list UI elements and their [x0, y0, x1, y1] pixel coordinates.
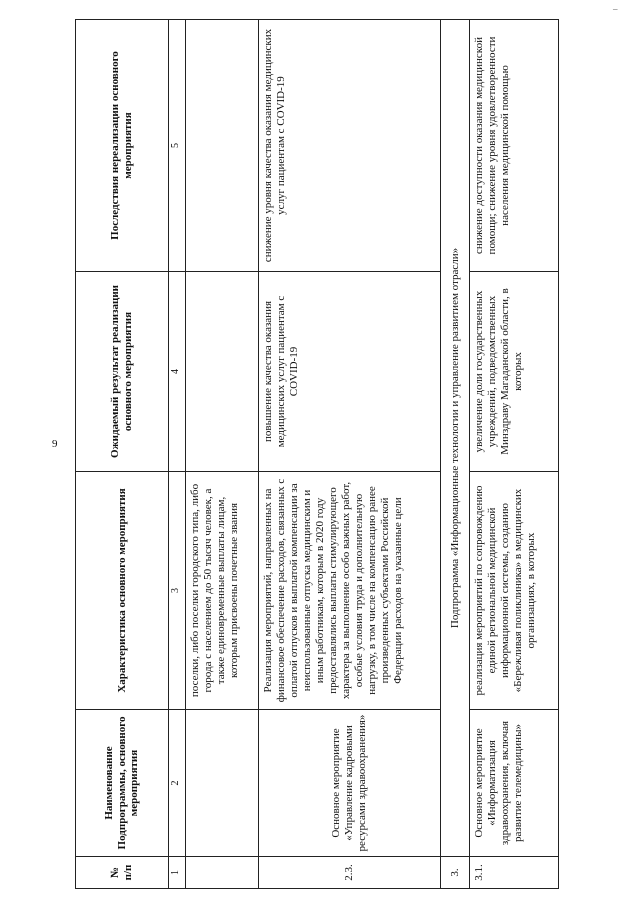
table-row-3-1: [470, 20, 559, 889]
margin-mark: –: [613, 4, 618, 14]
header-row: [76, 20, 169, 889]
cell-num: [186, 857, 259, 889]
header-name: Наименование Подпрограммы, основного мероприятия: [76, 710, 169, 857]
cell-characteristic: поселки, либо поселки городского типа, либо города с населением до 50 тысяч человек, а также единовременные выплаты лицам, которым присвоены почетные звания: [186, 472, 259, 710]
cell-expected: повышение качества оказания медицинских услуг пациентам с COVID-19: [259, 272, 441, 472]
cell-name: Основное мероприятие «Информатизация здравоохранения, включая развитие телемедицины»: [470, 710, 559, 857]
cell-expected: [186, 272, 259, 472]
cell-name: Основное мероприятие «Управление кадровыми ресурсами здравоохранения»: [259, 710, 441, 857]
column-index: 5: [169, 20, 186, 272]
header-num: № п/п: [76, 857, 169, 889]
column-index-row: [169, 20, 186, 889]
cell-consequences: снижение доступности оказания медицинской помощи; снижение уровня удовлетворенности населения медицинской помощью: [470, 20, 559, 272]
table-row-2-3: [259, 20, 441, 889]
table-row-continuation: [186, 20, 259, 889]
cell-characteristic: реализация мероприятий по сопровождению единой региональной медицинской информационной системы, созданию «Бережливая поликлиника» в медицинских организациях, в которых: [470, 472, 559, 710]
program-measures-table: [75, 19, 559, 889]
cell-expected: увеличение доли государственных учреждений, подведомственных Минздраву Магаданской области, в которых: [470, 272, 559, 472]
subprogram-title: Подпрограмма «Информационные технологии и управление развитием отрасли»: [441, 20, 470, 857]
header-consequences: Последствия нереализации основного мероприятия: [76, 20, 169, 272]
cell-num: 3.: [441, 857, 470, 889]
cell-name: [186, 710, 259, 857]
column-index: 2: [169, 710, 186, 857]
header-characteristic: Характеристика основного мероприятия: [76, 472, 169, 710]
rotated-table-sheet: [75, 20, 595, 889]
table-row-subprogram-3: [441, 20, 470, 889]
page-number: 9: [52, 438, 58, 450]
header-expected: Ожидаемый результат реализации основного мероприятия: [76, 272, 169, 472]
column-index: 1: [169, 857, 186, 889]
cell-characteristic: Реализация мероприятий, направленных на финансовое обеспечение расходов, связанных с оплатой отпусков и выплатой компенсации за неиспользованные отпуска медицинским и иным работникам, которым в 2020 году предоставлялись выплаты стимулирующего характера за выполнение особо важных работ, особые условия труда и дополнительную нагрузку, в том числе на компенсацию ранее произведенных субъектами Российской Федерации расходов на указанные цели: [259, 472, 441, 710]
column-index: 4: [169, 272, 186, 472]
cell-num: 2.3.: [259, 857, 441, 889]
cell-consequences: снижение уровня качества оказания медицинских услуг пациентам с COVID-19: [259, 20, 441, 272]
column-index: 3: [169, 472, 186, 710]
cell-num: 3.1.: [470, 857, 559, 889]
cell-consequences: [186, 20, 259, 272]
